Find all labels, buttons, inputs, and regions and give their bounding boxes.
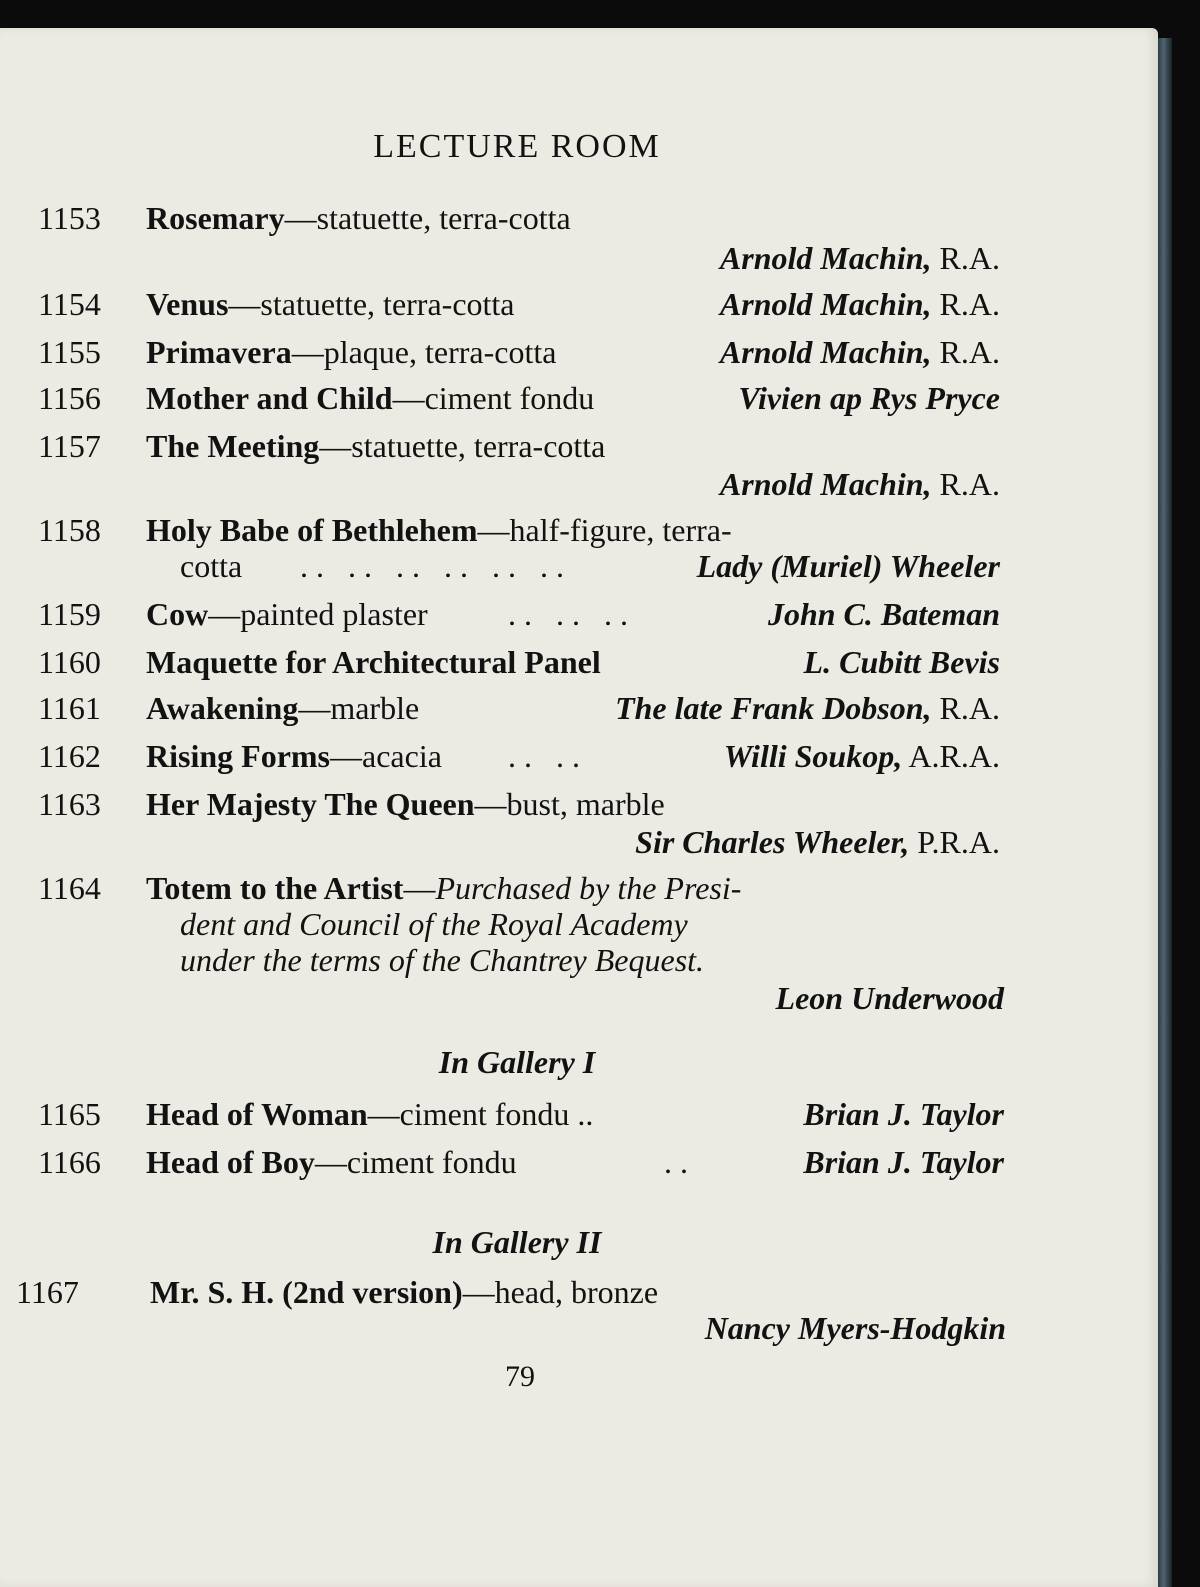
entry-artist: Leon Underwood	[775, 980, 1004, 1016]
entry-title: The Meeting—statuette, terra-cotta	[146, 428, 606, 464]
catalogue-entry	[0, 734, 1158, 778]
page-number: 79	[505, 1360, 535, 1393]
entry-artist: Brian J. Taylor	[803, 1096, 1004, 1132]
entry-artist: Arnold Machin, R.A.	[719, 334, 1000, 370]
entry-artist: Sir Charles Wheeler, P.R.A.	[635, 824, 1000, 860]
entry-title: Her Majesty The Queen—bust, marble	[146, 786, 665, 822]
leader-dots: .. ..	[508, 738, 588, 774]
entry-number: 1155	[38, 334, 101, 370]
entry-title: Rosemary—statuette, terra-cotta	[146, 200, 571, 236]
entry-artist-line	[0, 1306, 1158, 1350]
entry-title: Primavera—plaque, terra-cotta	[146, 334, 557, 370]
page-edge	[1158, 38, 1172, 1587]
entry-title: Mother and Child—ciment fondu	[146, 380, 595, 416]
entry-title: Totem to the Artist—Purchased by the Presi-	[146, 870, 742, 906]
leader-dots: ..	[664, 1144, 696, 1180]
entry-number: 1165	[38, 1096, 101, 1132]
entry-artist-line	[0, 976, 1158, 1020]
entry-artist: Arnold Machin, R.A.	[719, 286, 1000, 322]
entry-number: 1161	[38, 690, 101, 726]
entry-number: 1153	[38, 200, 101, 236]
leader-dots: .. .. ..	[508, 596, 636, 632]
entry-number: 1163	[38, 786, 101, 822]
entry-number: 1159	[38, 596, 101, 632]
catalogue-entry	[0, 330, 1158, 374]
entry-artist: L. Cubitt Bevis	[803, 644, 1000, 680]
entry-number: 1156	[38, 380, 101, 416]
entry-artist: John C. Bateman	[767, 596, 1000, 632]
entry-title: Holy Babe of Bethlehem—half-figure, terra-	[146, 512, 732, 548]
section-heading-gallery-2: In Gallery II	[432, 1224, 602, 1260]
entry-continuation-text: cotta	[180, 548, 243, 584]
catalogue-entry	[0, 196, 1158, 240]
entry-title: Mr. S. H. (2nd version)—head, bronze	[150, 1274, 659, 1310]
entry-title: Venus—statuette, terra-cotta	[146, 286, 515, 322]
entry-number: 1162	[38, 738, 101, 774]
entry-number: 1157	[38, 428, 101, 464]
catalogue-entry	[0, 376, 1158, 420]
entry-artist: Willi Soukop, A.R.A.	[723, 738, 1000, 774]
entry-number: 1160	[38, 644, 101, 680]
entry-artist: Arnold Machin, R.A.	[719, 240, 1000, 276]
catalogue-entry	[0, 640, 1158, 684]
entry-artist: Nancy Myers-Hodgkin	[704, 1310, 1006, 1346]
catalogue-entry	[0, 1092, 1158, 1136]
entry-number: 1158	[38, 512, 101, 548]
catalogue-entry	[0, 1140, 1158, 1184]
entry-title: Head of Boy—ciment fondu	[146, 1144, 517, 1180]
entry-artist: Brian J. Taylor	[803, 1144, 1004, 1180]
entry-artist-line	[0, 236, 1158, 280]
entry-artist: Lady (Muriel) Wheeler	[696, 548, 1000, 584]
entry-number: 1167	[16, 1274, 79, 1310]
entry-number: 1154	[38, 286, 101, 322]
leader-dots: .. .. .. .. .. ..	[300, 548, 572, 584]
entry-artist-line	[0, 462, 1158, 506]
entry-title: Cow—painted plaster	[146, 596, 428, 632]
entry-artist-line	[0, 820, 1158, 864]
entry-title: Awakening—marble	[146, 690, 420, 726]
entry-continuation	[0, 544, 1158, 588]
entry-note: dent and Council of the Royal Academy	[180, 906, 688, 942]
entry-number: 1166	[38, 1144, 101, 1180]
catalogue-entry	[0, 592, 1158, 636]
page-heading: LECTURE ROOM	[373, 128, 661, 165]
section-heading-gallery-1: In Gallery I	[438, 1044, 596, 1080]
entry-title: Rising Forms—acacia	[146, 738, 442, 774]
entry-note: under the terms of the Chantrey Bequest.	[180, 942, 705, 978]
entry-artist: The late Frank Dobson, R.A.	[615, 690, 1000, 726]
catalogue-entry	[0, 686, 1158, 730]
entry-artist: Arnold Machin, R.A.	[719, 466, 1000, 502]
entry-title: Head of Woman—ciment fondu ..	[146, 1096, 594, 1132]
entry-number: 1164	[38, 870, 101, 906]
catalogue-entry	[0, 282, 1158, 326]
entry-artist: Vivien ap Rys Pryce	[738, 380, 1000, 416]
entry-title: Maquette for Architectural Panel	[146, 644, 601, 680]
